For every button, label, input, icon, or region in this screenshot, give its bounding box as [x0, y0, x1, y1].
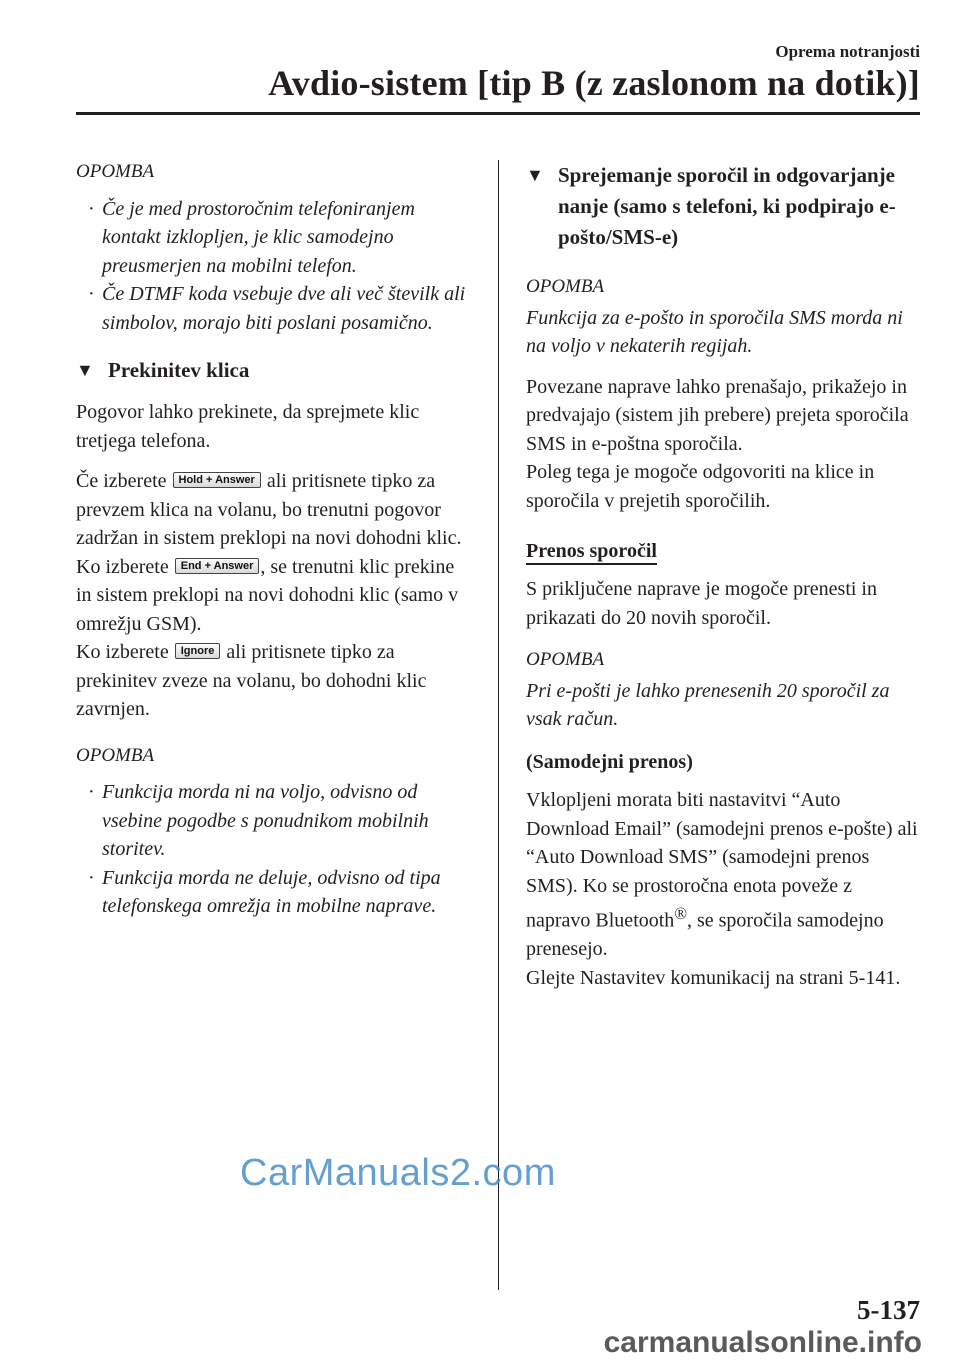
triangle-marker-icon: ▼ — [526, 165, 544, 185]
bullet-icon: · — [88, 197, 95, 220]
right-column — [526, 160, 920, 992]
section-heading: ▼ Prekinitev klica — [76, 355, 474, 386]
note-label: OPOMBA — [76, 161, 155, 182]
note-item: · Če je med prostoročnim telefoniranjem kontakt izklopljen, je klic samodejno preusmerjen na mobilni telefon. — [76, 195, 474, 281]
bullet-icon: · — [88, 866, 95, 889]
paragraph: Povezane naprave lahko prenašajo, prikažejo in predvajajo (sistem jih prebere) prejeta sporočila SMS in e-poštna sporočila. — [526, 375, 909, 455]
page-title: Avdio-sistem [tip B (z zaslonom na dotik)] — [268, 63, 920, 103]
note-item: · Funkcija morda ni na voljo, odvisno od vsebine pogodbe s ponudnikom mobilnih storitev. — [76, 778, 474, 864]
footer-watermark: carmanualsonline.info — [603, 1326, 922, 1359]
note-text: Pri e-pošti je lahko prenesenih 20 sporočil za vsak račun. — [526, 679, 890, 730]
page-number: 5-137 — [857, 1295, 920, 1325]
paragraph: Ko izberete Ignore ali pritisnete tipko za prekinitev zveze na volanu, bo dohodni klic zavrnjen. — [76, 641, 427, 720]
header-rule — [76, 112, 920, 115]
bullet-icon: · — [88, 283, 95, 305]
note-text: Funkcija za e-pošto in sporočila SMS morda ni na voljo v nekaterih regijah. — [526, 306, 903, 357]
ignore-button: Ignore — [175, 643, 221, 659]
paragraph: Pogovor lahko prekinete, da sprejmete klic tretjega telefona. — [76, 401, 420, 452]
bullet-icon: · — [88, 781, 95, 803]
sub-heading: Prenos sporočil — [526, 539, 657, 565]
registered-mark: ® — [674, 904, 687, 923]
note-list — [76, 195, 474, 338]
section-title: Oprema notranjosti — [775, 42, 920, 61]
note-list — [76, 778, 474, 921]
note-label: OPOMBA — [526, 649, 605, 670]
watermark-logo: CarManuals2.com — [240, 1152, 556, 1194]
paragraph: Ko izberete End + Answer , se trenutni klic prekine in sistem preklopi na novi dohodni klic (samo v omrežju GSM). — [76, 555, 459, 635]
column-divider — [498, 160, 499, 1290]
note-item: · Če DTMF koda vsebuje dve ali več številk ali simbolov, morajo biti poslani posamično. — [76, 280, 474, 337]
sub-heading: (Samodejni prenos) — [526, 750, 693, 773]
paragraph: Vklopljeni morata biti nastavitvi “Auto Download Email” (samodejni prenos e-pošte) ali “Auto Download SMS” (samodejni prenos SMS). Ko se prostoročna enota poveže z napravo Bluetooth®, se sporočila samodejno prenesejo. — [526, 789, 918, 961]
paragraph: S priključene naprave je mogoče prenesti in prikazati do 20 novih sporočil. — [526, 578, 877, 629]
hold-answer-button: Hold + Answer — [173, 472, 261, 488]
note-label: OPOMBA — [76, 744, 155, 766]
triangle-marker-icon: ▼ — [76, 360, 94, 380]
left-column — [76, 158, 474, 931]
section-heading: ▼ Sprejemanje sporočil in odgovarjanje nanje (samo s telefoni, ki podpirajo e-pošto/SMS-e) — [526, 160, 920, 253]
paragraph: Poleg tega je mogoče odgovoriti na klice in sporočila v prejetih sporočilih. — [526, 461, 875, 512]
end-answer-button: End + Answer — [175, 558, 260, 574]
note-label: OPOMBA — [526, 276, 605, 297]
paragraph: Če izberete Hold + Answer ali pritisnete tipko za prevzem klica na volanu, bo trenutni pogovor zadržan in sistem preklopi na novi dohodni klic. — [76, 470, 462, 549]
paragraph: Glejte Nastavitev komunikacij na strani 5-141. — [526, 966, 901, 989]
note-item: · Funkcija morda ne deluje, odvisno od tipa telefonskega omrežja in mobilne naprave. — [76, 864, 474, 921]
